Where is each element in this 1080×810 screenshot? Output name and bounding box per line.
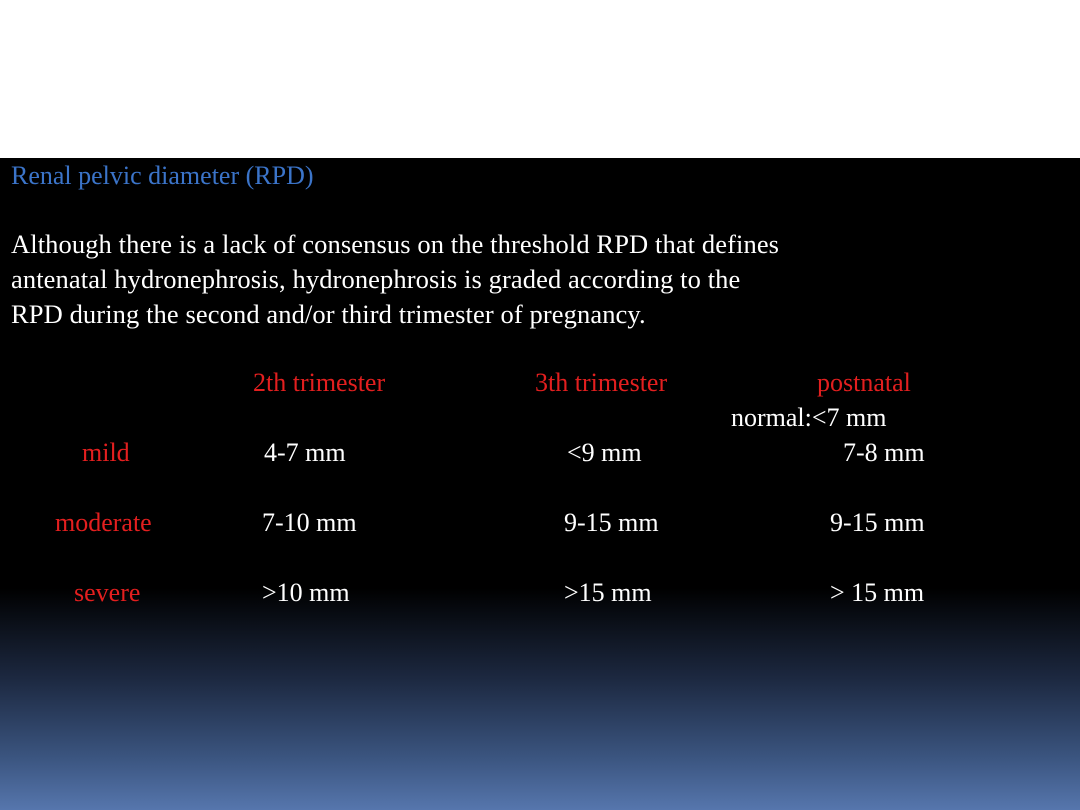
severe-2th-value: >10 mm: [262, 578, 350, 607]
header-2th-trimester: 2th trimester: [253, 368, 386, 397]
mild-2th-value: 4-7 mm: [264, 438, 346, 467]
severe-postnatal-value: > 15 mm: [830, 578, 925, 607]
mild-3th-value: <9 mm: [567, 438, 642, 467]
moderate-3th-value: 9-15 mm: [564, 508, 659, 537]
grade-mild: mild: [82, 438, 130, 467]
mild-postnatal-value: 7-8 mm: [843, 438, 925, 467]
header-3th-trimester: 3th trimester: [535, 368, 668, 397]
moderate-postnatal-value: 9-15 mm: [830, 508, 925, 537]
paragraph-line-1: Although there is a lack of consensus on the threshold RPD that defines: [11, 229, 780, 259]
moderate-2th-value: 7-10 mm: [262, 508, 357, 537]
grade-severe: severe: [74, 578, 141, 607]
header-postnatal: postnatal: [817, 368, 911, 397]
severe-3th-value: >15 mm: [564, 578, 652, 607]
paragraph-line-3: RPD during the second and/or third trimester of pregnancy.: [11, 299, 646, 329]
paragraph-line-2: antenatal hydronephrosis, hydronephrosis is graded according to the: [11, 264, 741, 294]
grade-moderate: moderate: [55, 508, 152, 537]
slide-title: Renal pelvic diameter (RPD): [11, 161, 314, 190]
postnatal-normal-note: normal:<7 mm: [731, 403, 887, 432]
